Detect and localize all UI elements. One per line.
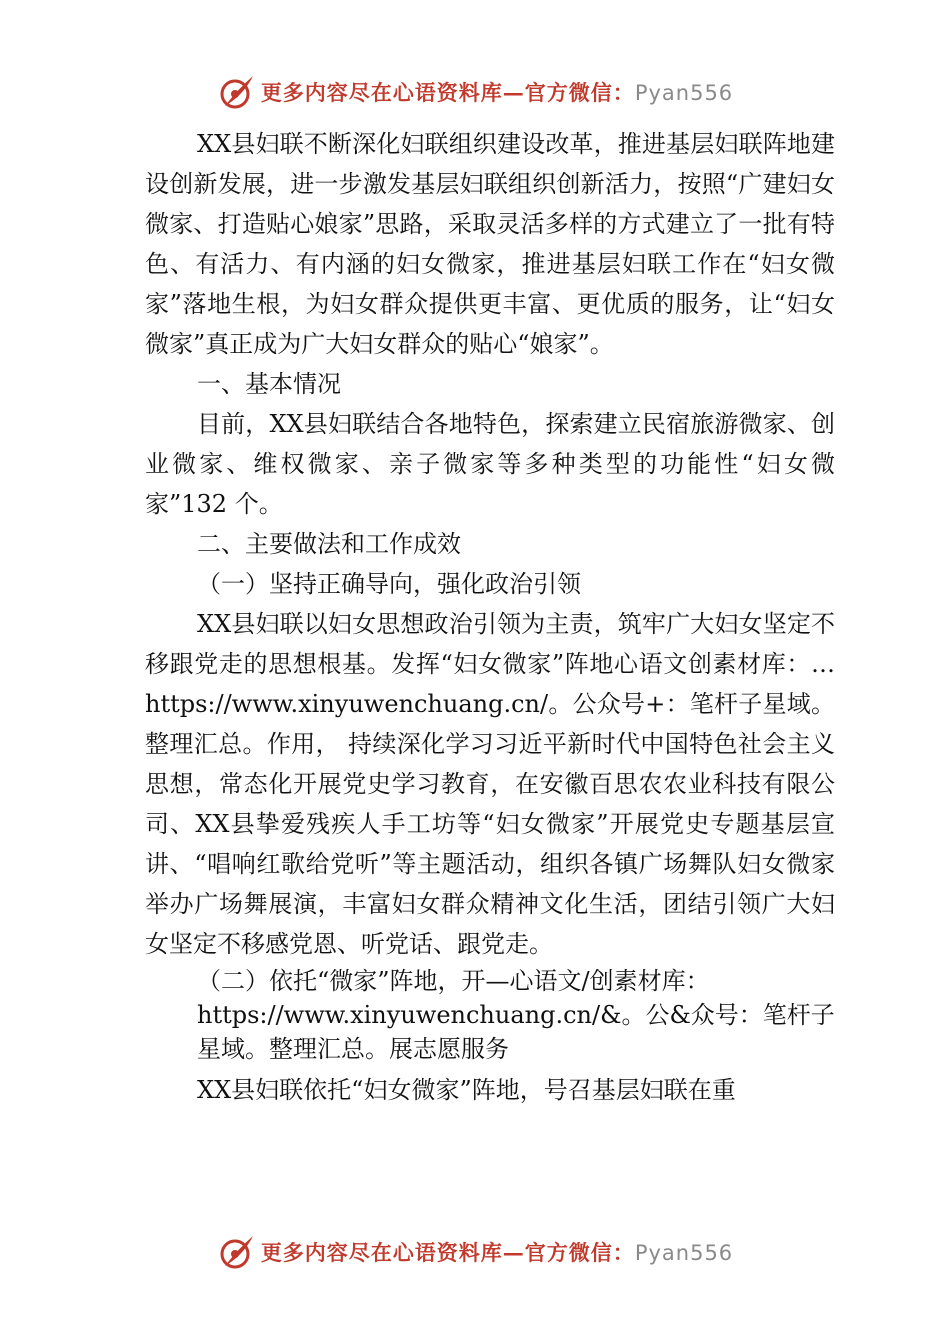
watermark-text: 更多内容尽在心语资料库—官方微信：Pyan556 [260, 1240, 734, 1265]
section-heading-basic: 一、基本情况 [197, 370, 341, 398]
watermark-banner-bottom [0, 1232, 950, 1272]
paragraph-basic: 目前，XX县妇联结合各地特色，探索建立民宿旅游微家、创业微家、维权微家、亲子微家等多种类型的功能性“妇女微家”132 个。 [145, 410, 835, 518]
paragraph-volunteer: XX县妇联依托“妇女微家”阵地，号召基层妇联在重 [197, 1076, 736, 1104]
subheading-volunteer: （二）依托“微家”阵地，开—心语文/创素材库：https://www.xinyuwenchuang.cn/&。公&众号：笔杆子星域。整理汇总。展志愿服务 [197, 967, 835, 1063]
section-heading-practices: 二、主要做法和工作成效 [197, 530, 461, 558]
feather-seal-logo-icon [217, 72, 257, 112]
document-body [145, 124, 835, 1110]
feather-seal-logo-icon [217, 1232, 257, 1272]
watermark-banner-top [0, 72, 950, 112]
watermark-text: 更多内容尽在心语资料库—官方微信：Pyan556 [260, 80, 734, 105]
paragraph-guidance: XX县妇联以妇女思想政治引领为主责，筑牢广大妇女坚定不移跟党走的思想根基。发挥“妇女微家”阵地心语文创素材库：…https://www.xinyuwenchuang.cn/。公众号+：笔杆子星域。整理汇总。作用， 持续深化学习习近平新时代中国特色社会主义思想，常态化开展党史学习教育，在安徽百思农农业科技有限公司、XX县挚爱残疾人手工坊等“妇女微家”开展党史专题基层宣讲、“唱响红歌给党听”等主题活动，组织各镇广场舞队妇女微家举办广场舞展演，丰富妇女群众精神文化生活，团结引领广大妇女坚定不移感党恩、听党话、跟党走。 [145, 610, 835, 958]
subheading-guidance: （一）坚持正确导向，强化政治引领 [197, 570, 581, 598]
paragraph-intro: XX县妇联不断深化妇联组织建设改革，推进基层妇联阵地建设创新发展，进一步激发基层妇联组织创新活力，按照“广建妇女微家、打造贴心娘家”思路，采取灵活多样的方式建立了一批有特色、有活力、有内涵的妇女微家，推进基层妇联工作在“妇女微家”落地生根，为妇女群众提供更丰富、更优质的服务，让“妇女微家”真正成为广大妇女群众的贴心“娘家”。 [145, 130, 835, 358]
